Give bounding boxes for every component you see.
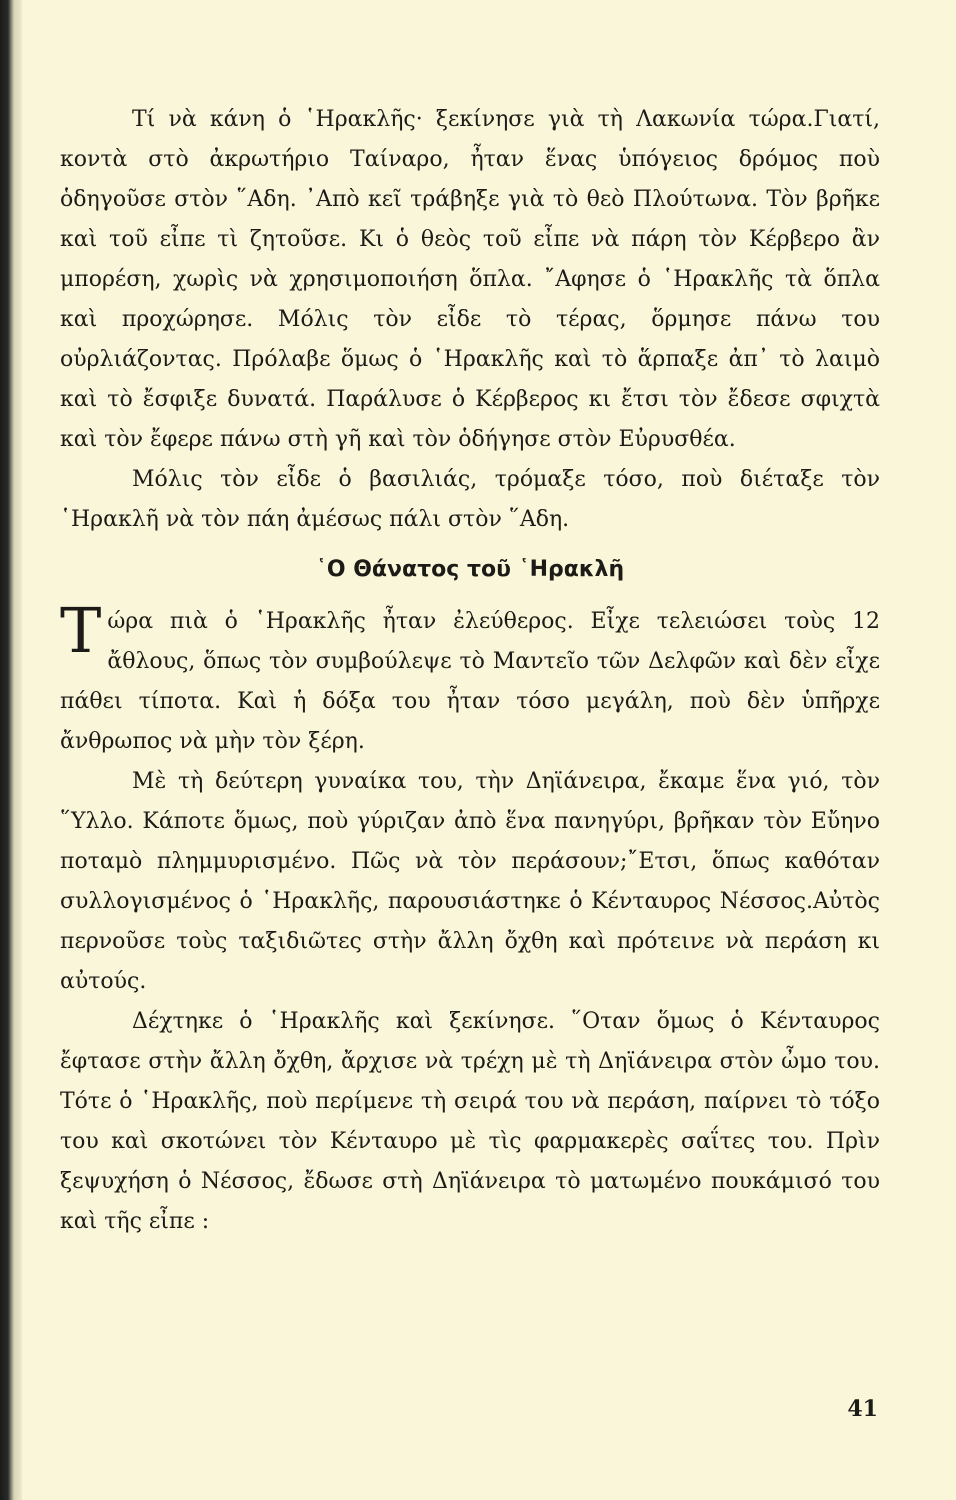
section-title: ῾Ο Θάνατος τοῦ ῾Ηρακλῆ xyxy=(315,557,625,582)
page-number: 41 xyxy=(847,1396,878,1422)
paragraph-1: Τί νὰ κάνη ὁ ῾Ηρακλῆς· ξεκίνησε γιὰ τὴ Λακωνία τώρα.Γιατί, κοντὰ στὸ ἀκρωτήριο Ταίναρο, ἦταν ἕνας ὑπόγειος δρόμος ποὺ ὁδηγοῦσε στὸν ῞Αδη. ᾿Απὸ κεῖ τράβηξε γιὰ τὸ θεὸ Πλούτωνα. Τὸν βρῆκε καὶ τοῦ εἶπε τὶ ζητοῦσε. Κι ὁ θεὸς τοῦ εἶπε νὰ πάρη τὸν Κέρβερο ἂν μπορέση, χωρὶς νὰ χρησιμοποιήση ὅπλα. ῎Αφησε ὁ ῾Ηρακλῆς τὰ ὅπλα καὶ προχώρησε. Μόλις τὸν εἶδε τὸ τέρας, ὅρμησε πάνω του οὐρλιάζοντας. Πρόλαβε ὅμως ὁ ῾Ηρακλῆς καὶ τὸ ἅρπαξε ἀπ᾿ τὸ λαιμὸ καὶ τὸ ἔσφιξε δυνατά. Παράλυσε ὁ Κέρβερος κι ἔτσι τὸν ἔδεσε σφιχτὰ καὶ τὸν ἔφερε πάνω στὴ γῆ καὶ τὸν ὁδήγησε στὸν Εὐρυσθέα. xyxy=(60,107,880,452)
paragraph-5: Δέχτηκε ὁ ῾Ηρακλῆς καὶ ξεκίνησε. ῞Οταν ὅμως ὁ Κένταυρος ἔφτασε στὴν ἄλλη ὄχθη, ἄρχισε νὰ τρέχη μὲ τὴ Δηϊάνειρα στὸν ὦμο του. Τότε ὁ ῾Ηρακλῆς, ποὺ περίμενε τὴ σειρά του νὰ περάση, παίρνει τὸ τόξο του καὶ σκοτώνει τὸν Κένταυρο μὲ τὶς φαρμακερὲς σαΐτες του. Πρὶν ξεψυχήση ὁ Νέσσος, ἔδωσε στὴ Δηϊάνειρα τὸ ματωμένο πουκάμισό του καὶ τῆς εἶπε : xyxy=(60,1009,880,1234)
paragraph-4: Μὲ τὴ δεύτερη γυναίκα του, τὴν Δηϊάνειρα, ἔκαμε ἕνα γιό, τὸν ῞Υλλο. Κάποτε ὅμως, ποὺ γύριζαν ἀπὸ ἕνα πανηγύρι, βρῆκαν τὸν Εὔηνο ποταμὸ πλημμυρισμένο. Πῶς νὰ τὸν περάσουν;῎Ετσι, ὅπως καθόταν συλλογισμένος ὁ ῾Ηρακλῆς, παρουσιάστηκε ὁ Κένταυρος Νέσσος.Αὐτὸς περνοῦσε τοὺς ταξιδιῶτες στὴν ἄλλη ὄχθη καὶ πρότεινε νὰ περάση κι αὐτούς. xyxy=(60,769,880,994)
book-spine-shadow xyxy=(0,0,22,1500)
paragraph-2: Μόλις τὸν εἶδε ὁ βασιλιάς, τρόμαξε τόσο, ποὺ διέταξε τὸν ῾Ηρακλῆ νὰ τὸν πάη ἀμέσως πάλι στὸν ῞Αδη. xyxy=(60,467,880,532)
paragraph-3: Τώρα πιὰ ὁ ῾Ηρακλῆς ἦταν ἐλεύθερος. Εἶχε τελειώσει τοὺς 12 ἄθλους, ὅπως τὸν συμβούλεψε τὸ Μαντεῖο τῶν Δελφῶν καὶ δὲν εἶχε πάθει τίποτα. Καὶ ἡ δόξα του ἦταν τόσο μεγάλη, ποὺ δὲν ὑπῆρχε ἄνθρωπος νὰ μὴν τὸν ξέρη. xyxy=(60,594,880,754)
page-text-block xyxy=(60,100,880,1480)
